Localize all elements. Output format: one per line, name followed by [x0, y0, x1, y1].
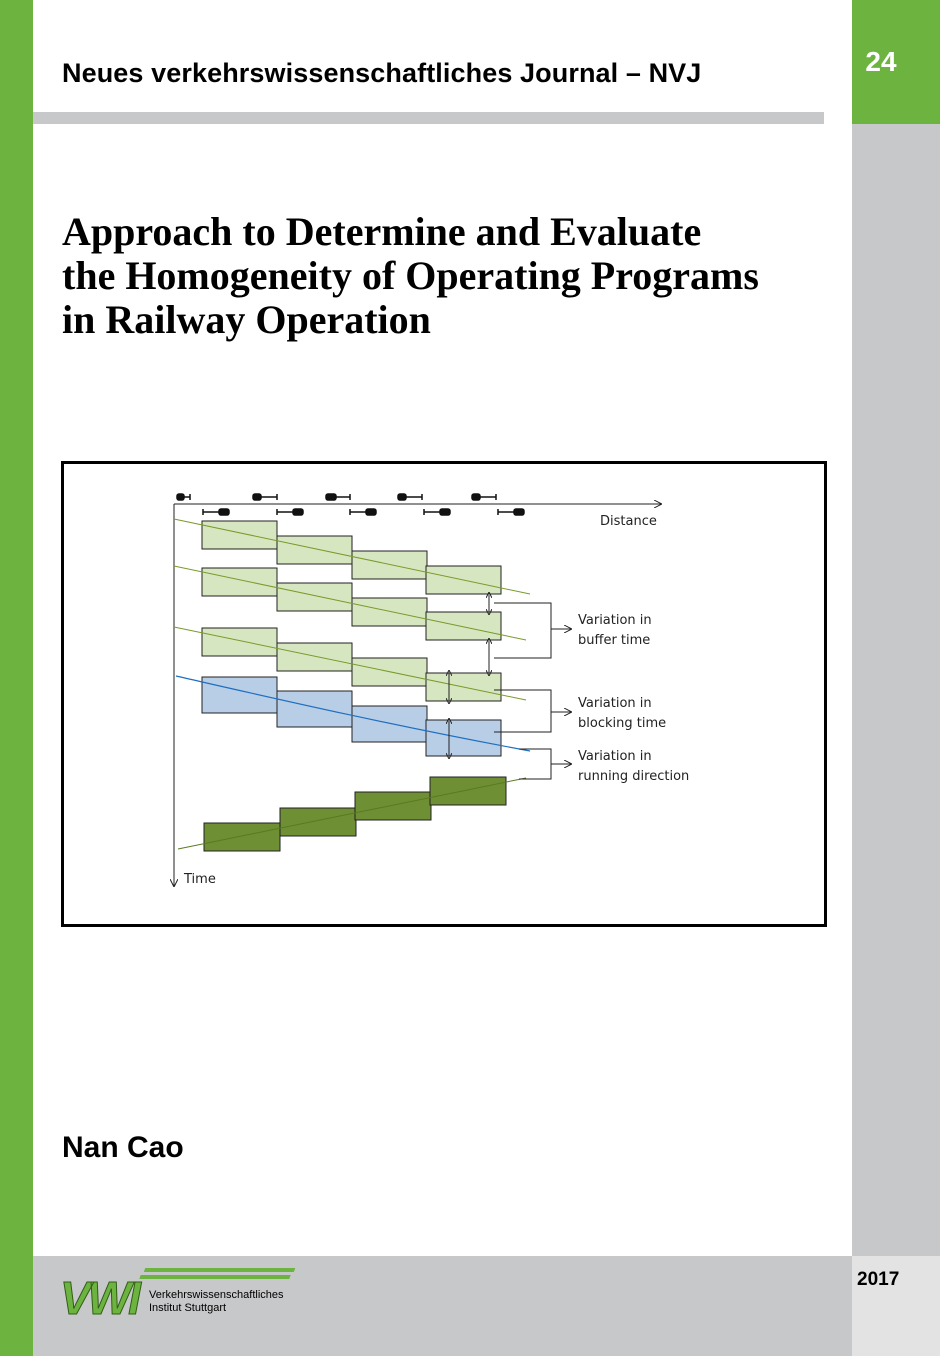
publisher-name-line1: Verkehrswissenschaftliches	[149, 1289, 284, 1301]
annotation-brackets	[494, 603, 571, 779]
publisher-name	[149, 1289, 284, 1315]
title-line-2: the Homogeneity of Operating Programs	[62, 253, 759, 298]
title-line-3: in Railway Operation	[62, 297, 431, 342]
volume-badge	[852, 0, 940, 124]
annotation-direction-line2: running direction	[578, 769, 690, 784]
series-title: Neues verkehrswissenschaftliches Journal – NVJ	[62, 58, 702, 88]
left-accent-bar	[0, 0, 33, 1356]
vwi-logo-letters: VWI	[60, 1272, 138, 1320]
publication-year: 2017	[857, 1269, 900, 1290]
blocking-time-diagram	[64, 464, 824, 924]
right-gray-column	[852, 0, 940, 1356]
series-divider	[33, 112, 824, 124]
train-5-path	[178, 778, 526, 849]
annotation-blocking-line2: blocking time	[578, 716, 667, 731]
publisher-name-line2: Institut Stuttgart	[149, 1302, 227, 1314]
author-name: Nan Cao	[62, 1131, 184, 1164]
annotation-direction-line1: Variation in	[578, 749, 652, 764]
annotation-buffer-line1: Variation in	[578, 613, 652, 628]
volume-number: 24	[865, 46, 897, 77]
annotation-blocking-line1: Variation in	[578, 696, 652, 711]
time-axis-label: Time	[184, 872, 216, 887]
cover-figure	[61, 461, 827, 927]
train-5-blocks	[204, 777, 506, 851]
distance-axis-label: Distance	[600, 514, 657, 529]
title-line-1: Approach to Determine and Evaluate	[62, 209, 702, 254]
book-title	[62, 210, 842, 342]
annotation-buffer-line2: buffer time	[578, 633, 651, 648]
